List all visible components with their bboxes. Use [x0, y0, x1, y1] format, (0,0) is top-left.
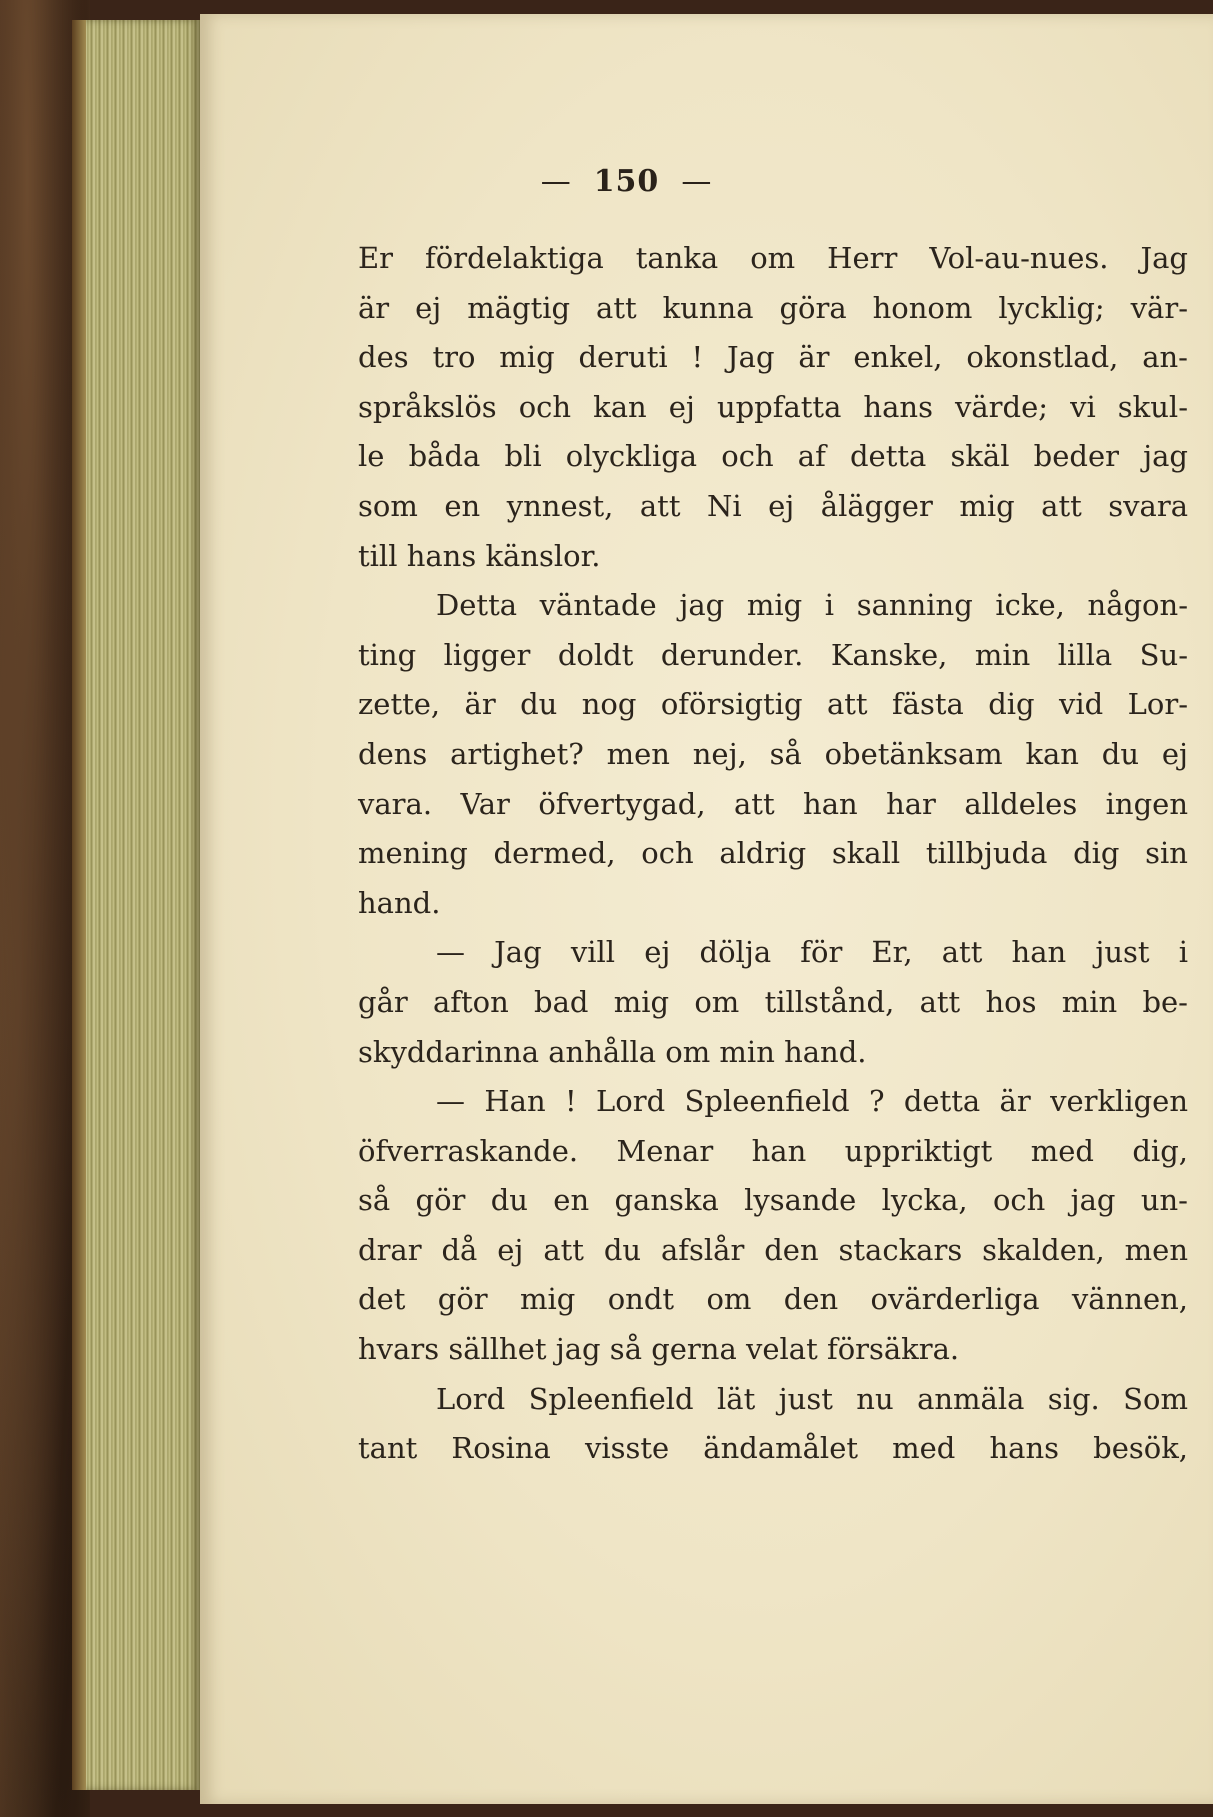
text-line: öfverraskande. Menar han uppriktigt med dig, — [358, 1133, 1188, 1168]
text-line: dens artighet? men nej, så obetänksam kan du ej — [358, 736, 1188, 771]
text-line: det gör mig ondt om den ovärderliga vännen, — [358, 1282, 1188, 1317]
paragraph-3 — [358, 928, 1188, 1077]
text-line: hand. — [358, 885, 441, 920]
page-number-header — [40, 164, 1213, 199]
body-text — [358, 234, 1188, 1474]
text-line: — Jag vill ej dölja för Er, att han just i — [436, 935, 1188, 970]
text-line: Er fördelaktiga tanka om Herr Vol-au-nues. Jag — [358, 241, 1188, 275]
page-number-dash-left: — — [540, 164, 572, 199]
text-line: går afton bad mig om tillstånd, att hos min be- — [358, 984, 1188, 1019]
text-line: skyddarinna anhålla om min hand. — [358, 1034, 867, 1069]
text-line: till hans känslor. — [358, 538, 601, 573]
text-line: des tro mig deruti ! Jag är enkel, okonstlad, an- — [358, 340, 1188, 375]
text-line: hvars sällhet jag så gerna velat försäkra. — [358, 1332, 960, 1367]
text-line: mening dermed, och aldrig skall tillbjuda dig sin — [358, 836, 1188, 871]
text-line: zette, är du nog oförsigtig att fästa dig vid Lor- — [358, 687, 1188, 722]
text-line: ting ligger doldt derunder. Kanske, min lilla Su- — [358, 637, 1188, 672]
paragraph-1 — [358, 234, 1188, 581]
paragraph-4 — [358, 1077, 1188, 1375]
text-line: Lord Spleenfield lät just nu anmäla sig. Som — [436, 1381, 1188, 1416]
text-line: så gör du en ganska lysande lycka, och jag un- — [358, 1183, 1188, 1218]
text-line: le båda bli olyckliga och af detta skäl beder jag — [358, 439, 1188, 474]
text-line: drar då ej att du afslår den stackars skalden, men — [358, 1232, 1188, 1267]
paragraph-5 — [358, 1375, 1188, 1474]
book-page — [200, 14, 1213, 1804]
page-number-dash-right: — — [681, 164, 713, 199]
text-line: som en ynnest, att Ni ej ålägger mig att svara — [358, 488, 1188, 523]
paragraph-2 — [358, 581, 1188, 928]
text-line: — Han ! Lord Spleenfield ? detta är verkligen — [436, 1084, 1188, 1119]
text-line: vara. Var öfvertygad, att han har alldeles ingen — [358, 786, 1188, 821]
binding-edge — [72, 20, 86, 1790]
page-edges — [72, 20, 200, 1790]
text-line: tant Rosina visste ändamålet med hans besök, — [358, 1431, 1188, 1466]
text-line: språkslös och kan ej uppfatta hans värde; vi skul- — [358, 389, 1188, 424]
text-line: är ej mägtig att kunna göra honom lycklig; vär- — [358, 290, 1188, 325]
page-number: 150 — [593, 164, 660, 199]
text-line: Detta väntade jag mig i sanning icke, någon- — [436, 588, 1188, 623]
